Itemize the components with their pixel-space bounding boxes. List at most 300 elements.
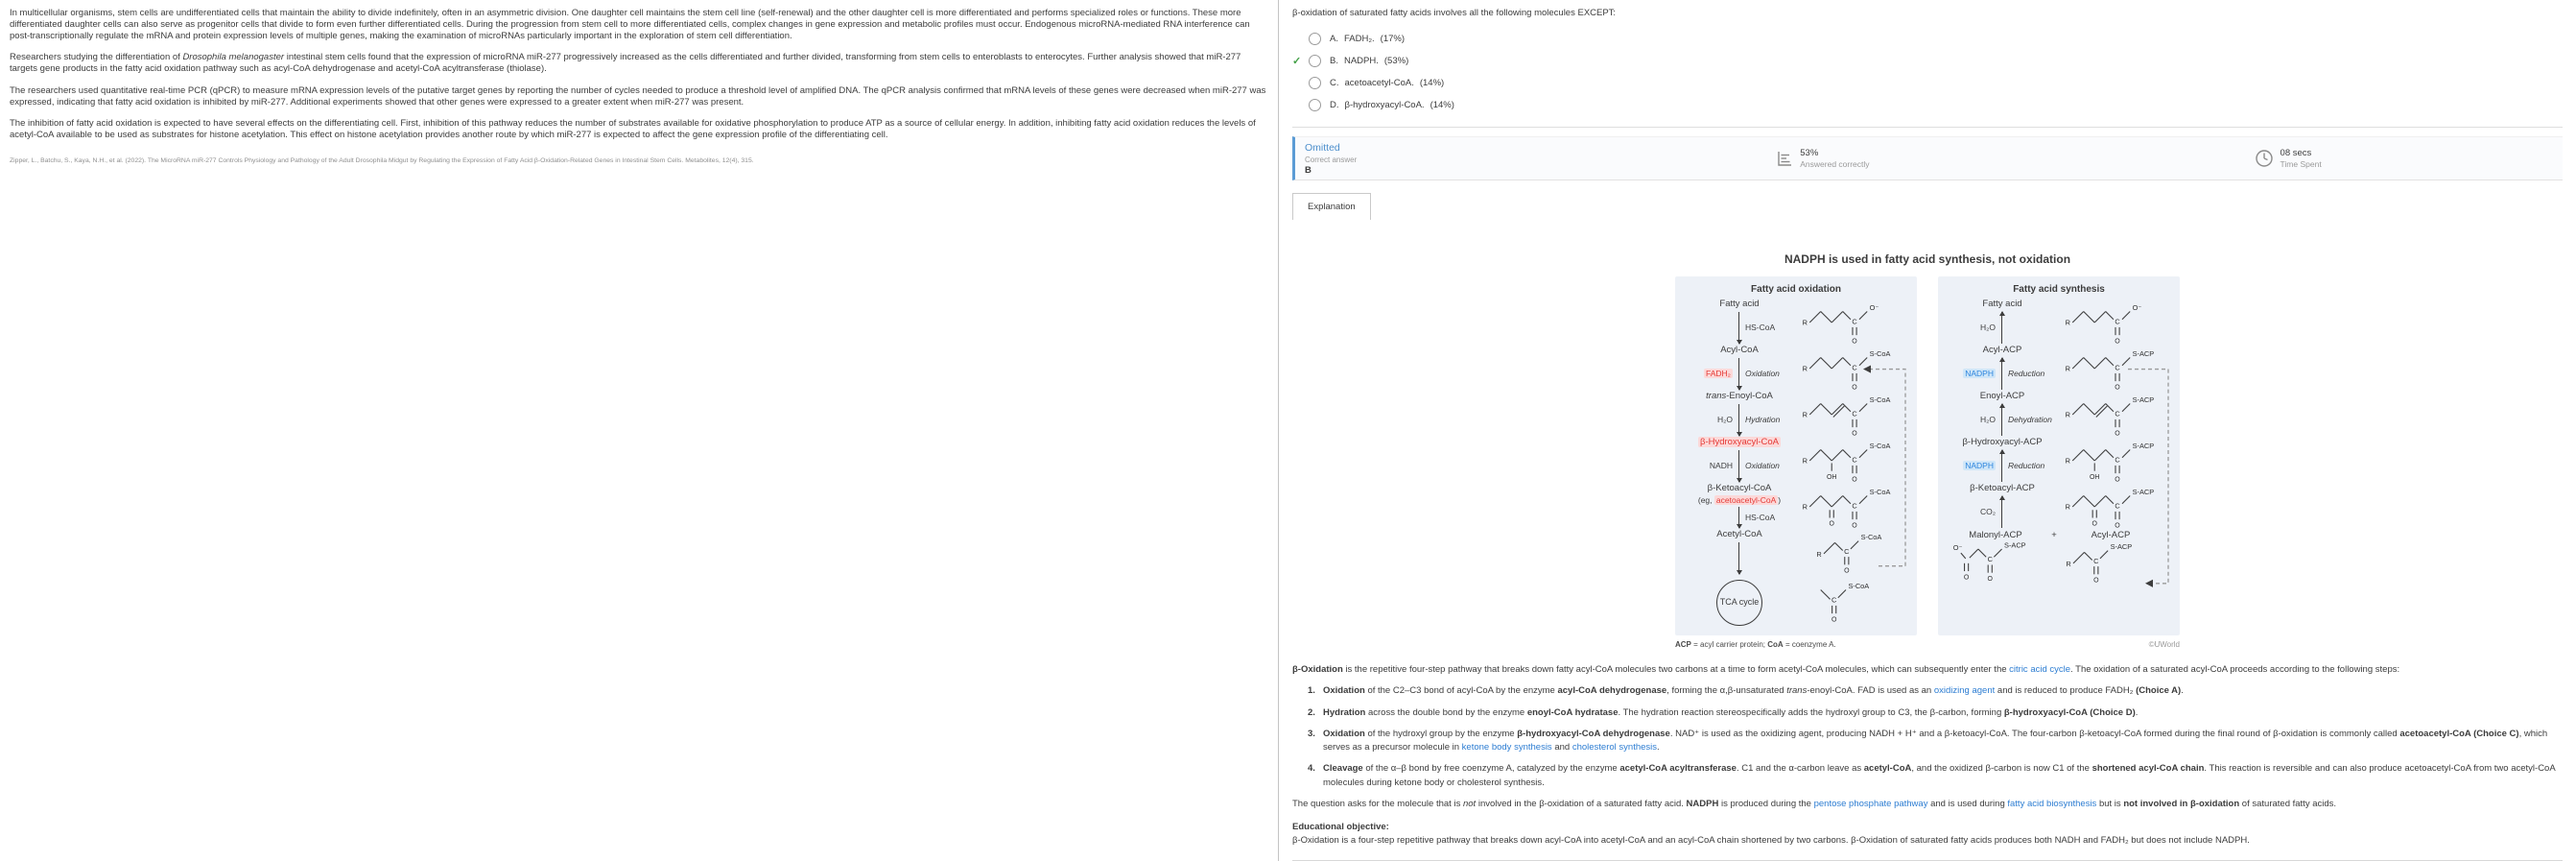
text-segment: NADH bbox=[1709, 461, 1733, 471]
explanation-step-number: 3. bbox=[1308, 728, 1315, 739]
reaction-arrow bbox=[1683, 448, 1796, 484]
arrow-line bbox=[2001, 450, 2002, 482]
text-segment: Acetyl-CoA bbox=[1716, 529, 1762, 540]
text-segment: Malonyl-ACP bbox=[1969, 530, 2022, 540]
reaction-arrow bbox=[1683, 356, 1796, 392]
svg-text:R: R bbox=[1802, 502, 1808, 512]
text-segment: of the α–β bond by free coenzyme A, catalyzed by the enzyme bbox=[1362, 763, 1620, 775]
svg-text:O: O bbox=[1852, 338, 1857, 345]
svg-text:S-ACP: S-ACP bbox=[2004, 540, 2026, 550]
time-spent-value: 08 secs bbox=[2280, 148, 2312, 158]
text-segment: but is bbox=[2096, 798, 2124, 809]
text-segment: . C1 and the α-carbon leave as bbox=[1736, 763, 1864, 775]
svg-text:S-CoA: S-CoA bbox=[1848, 581, 1870, 590]
text-segment: , which serves as a precursor molecule in bbox=[1323, 728, 2548, 753]
reaction-name-label: Reduction bbox=[2008, 369, 2045, 379]
passage-citation: Zipper, L., Batchu, S., Kaya, N.H., et al. (2022). The MicroRNA miR-277 Controls Physiology and Pathology of the Adult Drosophila Midgut by Regulating the Expression of Fatty Acid β-Oxidation-Related Genes in Intestinal Stem Cells. Metabolites, 12(4), 315. bbox=[10, 156, 754, 164]
reaction-name-label: Oxidation bbox=[1745, 461, 1780, 471]
clock-icon bbox=[2254, 148, 2275, 169]
pathway-node-label bbox=[1683, 484, 1796, 494]
arrow-up-head bbox=[1999, 311, 2005, 316]
svg-text:S-ACP: S-ACP bbox=[2132, 441, 2155, 450]
diagram-panel-title: Fatty acid synthesis bbox=[2013, 284, 2105, 295]
text-segment: of the C2–C3 bond of acyl-CoA by the enzyme bbox=[1364, 685, 1558, 697]
explanation-step-number: 2. bbox=[1308, 706, 1315, 718]
text-segment: TCA cycle bbox=[1719, 597, 1760, 608]
diagram-panel-title: Fatty acid oxidation bbox=[1751, 284, 1841, 295]
choice-text: NADPH. bbox=[1343, 55, 1379, 66]
radio-button[interactable] bbox=[1309, 99, 1321, 111]
reaction-name-label: Dehydration bbox=[2008, 415, 2052, 425]
text-segment: of the hydroxyl group by the enzyme bbox=[1364, 728, 1518, 739]
pathway-node-label bbox=[1683, 438, 1796, 448]
text-segment: Enoyl-ACP bbox=[1979, 391, 2025, 401]
pathway-step bbox=[1683, 438, 1909, 484]
svg-text:O⁻: O⁻ bbox=[1952, 542, 1963, 552]
text-segment: Acyl-ACP bbox=[1982, 345, 2022, 355]
text-segment: = acyl carrier protein; bbox=[1690, 640, 1768, 650]
inline-link[interactable]: pentose phosphate pathway bbox=[1813, 798, 1928, 809]
pathway-node-label bbox=[1946, 346, 2059, 356]
answer-choices bbox=[1292, 32, 2563, 111]
pathway-step bbox=[1683, 576, 1909, 626]
arrow-down-head bbox=[1737, 478, 1742, 483]
time-spent-stat bbox=[2254, 148, 2322, 169]
svg-text:C: C bbox=[1852, 363, 1857, 372]
result-block bbox=[1305, 142, 1357, 176]
pathway-step bbox=[1946, 346, 2172, 392]
choice-letter: C. bbox=[1330, 77, 1339, 88]
text-segment: and bbox=[1551, 742, 1572, 753]
molecule-structure-thio bbox=[2059, 347, 2159, 391]
svg-text:R: R bbox=[1802, 318, 1808, 327]
pathway-node-label bbox=[1946, 484, 2059, 494]
arrow-line bbox=[2001, 358, 2002, 390]
question-divider bbox=[1292, 127, 2563, 128]
bottom-divider bbox=[1292, 860, 2563, 861]
molecule-structure-malonyl bbox=[1946, 540, 2045, 585]
plus-sign: + bbox=[2051, 530, 2057, 540]
reaction-arrow bbox=[1946, 494, 2059, 530]
text-segment: not bbox=[1462, 798, 1477, 809]
svg-text:R: R bbox=[1802, 364, 1808, 373]
text-segment: and is used during bbox=[1927, 798, 2008, 809]
reaction-arrow bbox=[1946, 310, 2059, 346]
svg-text:O⁻: O⁻ bbox=[1869, 302, 1879, 312]
arrow-side-label bbox=[1683, 461, 1733, 470]
svg-text:O: O bbox=[1844, 567, 1850, 575]
explanation-step-number: 4. bbox=[1308, 763, 1315, 775]
arrow-down-head bbox=[1737, 340, 1742, 345]
text-segment: (Choice A) bbox=[2136, 685, 2182, 697]
svg-text:O: O bbox=[2115, 522, 2120, 529]
svg-text:C: C bbox=[2115, 409, 2120, 419]
svg-text:R: R bbox=[2065, 410, 2070, 419]
passage bbox=[10, 8, 1267, 141]
bar-chart-icon bbox=[1775, 149, 1794, 168]
arrow-up-head bbox=[1999, 495, 2005, 500]
text-segment: Hydration bbox=[1323, 706, 1366, 718]
text-segment: , and the oxidized β-carbon is now C1 of the bbox=[1911, 763, 2092, 775]
pathway-node-label bbox=[1946, 299, 2059, 310]
svg-text:C: C bbox=[1852, 317, 1857, 326]
svg-text:O: O bbox=[1987, 575, 1993, 583]
educational-objective-heading: Educational objective: bbox=[1292, 822, 1389, 833]
svg-text:O: O bbox=[1852, 476, 1857, 483]
molecule-structure-acetylR bbox=[2045, 540, 2145, 585]
inline-link[interactable]: fatty acid biosynthesis bbox=[2007, 798, 2097, 809]
choice-text: acetoacetyl-CoA. bbox=[1344, 77, 1414, 88]
text-segment: trans bbox=[1706, 391, 1727, 401]
svg-text:C: C bbox=[2115, 501, 2120, 511]
arrow-side-label bbox=[1946, 507, 1996, 516]
arrow-up-head bbox=[1999, 449, 2005, 454]
svg-text:O: O bbox=[1852, 430, 1857, 437]
reaction-arrow bbox=[1946, 402, 2059, 438]
explanation-step-text bbox=[1323, 706, 2138, 720]
svg-text:O: O bbox=[1829, 520, 1834, 528]
svg-text:O: O bbox=[2115, 430, 2120, 437]
molecule-structure-thio bbox=[1796, 347, 1896, 391]
passage-paragraph bbox=[10, 52, 1267, 75]
pathway-step bbox=[1946, 392, 2172, 438]
text-segment: acyl-CoA dehydrogenase bbox=[1557, 685, 1667, 697]
text-segment: The inhibition of fatty acid oxidation is expected to have several effects on the differentiating cell. First, inhibition of this pathway reduces the number of substrates available for oxidative phosphorylation to produce ATP as a source of cellular energy. In addition, inhibiting fatty acid oxidation reduces the levels of acetyl-CoA available to be used as substrates for histone acetylation. This effect on histone acetylation provides another route by which miR-277 is expected to affect the gene expression profile of the differentiating cell. bbox=[10, 118, 1256, 141]
explanation-step bbox=[1308, 728, 2563, 755]
svg-text:S-CoA: S-CoA bbox=[1869, 487, 1891, 496]
reaction-name-label: Reduction bbox=[2008, 461, 2045, 471]
answer-choice[interactable] bbox=[1292, 54, 2563, 67]
svg-text:R: R bbox=[1802, 410, 1808, 419]
molecule-structure-enoyl bbox=[2059, 393, 2159, 437]
svg-text:O: O bbox=[2093, 577, 2099, 585]
arrow-up-head bbox=[1999, 403, 2005, 408]
svg-text:R: R bbox=[2065, 364, 2070, 373]
text-segment: enoyl-CoA hydratase bbox=[1526, 706, 1619, 718]
text-segment: acetyl-CoA bbox=[1863, 763, 1912, 775]
pathway-pair-structures bbox=[1946, 540, 2172, 585]
pathway-step bbox=[1946, 438, 2172, 484]
diagram-credit: ©UWorld bbox=[2148, 640, 2180, 650]
text-segment: . bbox=[2135, 706, 2139, 718]
text-segment: In multicellular organisms, stem cells are undifferentiated cells that maintain the ability to divide indefinitely, often in an asymmetric division. One daughter cell maintains the stem cell line (self-renewal) and the other daughter cell is more differentiated and performs specialized roles or functions. These more differentiated daughter cells can also serve as progenitor cells that divide to form even further differentiated cells. During the progression from stem cell to more differentiated cells, complex changes in gene expression and metabolic profiles must occur. Endogenous microRNA-mediated RNA interference can post-transcriptionally regulate the mRNA and protein expression levels of multiple genes, making the examination of microRNAs particularly important in the exploration of stem cell differentiation. bbox=[10, 8, 1250, 41]
svg-text:C: C bbox=[1852, 409, 1857, 419]
pathway-step bbox=[1683, 299, 1909, 346]
text-segment: CoA bbox=[1767, 640, 1784, 650]
pathway-node-label bbox=[1683, 299, 1796, 310]
molecule-structure-keto bbox=[1796, 485, 1896, 529]
pathway-node-label bbox=[1946, 530, 2045, 540]
text-segment: β-Oxidation is a four-step repetitive pathway that breaks down acyl-CoA into acetyl-CoA and an acyl-CoA chain shortened by two carbons. β-Oxidation of saturated fatty acids produces both NADH and FADH₂ but does not include NADPH. bbox=[1292, 835, 2250, 847]
reaction-name-label: Oxidation bbox=[1745, 369, 1780, 379]
text-segment: β-hydroxyacyl-CoA dehydrogenase bbox=[1517, 728, 1670, 739]
svg-text:S-ACP: S-ACP bbox=[2132, 395, 2155, 404]
pathway-node-label bbox=[1683, 346, 1796, 356]
result-band bbox=[1292, 136, 2563, 180]
choice-text: FADH₂. bbox=[1343, 33, 1375, 44]
text-segment: . The oxidation of a saturated acyl-CoA proceeds according to the following steps: bbox=[2070, 664, 2400, 676]
svg-text:R: R bbox=[2065, 456, 2070, 466]
explanation-step-text bbox=[1323, 728, 2563, 755]
pathway-node-label bbox=[1683, 530, 1796, 540]
arrow-side-label bbox=[1946, 369, 1996, 378]
text-segment: β-hydroxyacyl-CoA (Choice D) bbox=[2003, 706, 2136, 718]
text-segment: FADH₂ bbox=[1706, 369, 1731, 379]
svg-text:C: C bbox=[1844, 546, 1850, 556]
svg-text:S-CoA: S-CoA bbox=[1869, 441, 1891, 450]
svg-text:OH: OH bbox=[1826, 473, 1837, 481]
diagram-title: NADPH is used in fatty acid synthesis, not oxidation bbox=[1784, 252, 2071, 266]
svg-text:S-CoA: S-CoA bbox=[1869, 395, 1891, 404]
text-segment: Drosophila melanogaster bbox=[182, 52, 285, 63]
correct-answer-label: Correct answer bbox=[1305, 155, 1358, 164]
molecule-structure-carbox bbox=[1796, 300, 1896, 345]
arrow-down-head bbox=[1737, 432, 1742, 437]
text-segment: The question asks for the molecule that is bbox=[1292, 798, 1463, 809]
text-segment: H₂O bbox=[1979, 323, 1996, 333]
answer-choice[interactable] bbox=[1292, 98, 2563, 111]
svg-text:O: O bbox=[1831, 616, 1837, 624]
pathway-step bbox=[1683, 530, 1909, 576]
arrow-side-label bbox=[1946, 323, 1996, 332]
arrow-side-label bbox=[1683, 369, 1733, 378]
svg-text:S-ACP: S-ACP bbox=[2132, 487, 2155, 496]
tca-cycle bbox=[1716, 580, 1762, 626]
answered-correctly-value: 53% bbox=[1800, 148, 1819, 158]
inline-link[interactable]: cholesterol synthesis bbox=[1572, 742, 1658, 753]
text-segment: . NAD⁺ is used as the oxidizing agent, producing NADH + H⁺ and a β-ketoacyl-CoA. The four-carbon β-ketoacyl-CoA formed during the final round of β-oxidation is commonly called bbox=[1669, 728, 2400, 739]
arrow-down-head bbox=[1737, 386, 1742, 391]
text-segment: Cleavage bbox=[1323, 763, 1363, 775]
text-segment: . bbox=[2181, 685, 2184, 697]
choice-percentage: (14%) bbox=[1419, 77, 1445, 88]
answered-correctly-caption: Answered correctly bbox=[1800, 159, 1870, 169]
inline-link[interactable]: ketone body synthesis bbox=[1461, 742, 1552, 753]
svg-text:O: O bbox=[1852, 522, 1857, 530]
radio-button[interactable] bbox=[1309, 77, 1321, 89]
explanation-step-text bbox=[1323, 684, 2184, 698]
passage-paragraph bbox=[10, 85, 1267, 108]
text-segment: Researchers studying the differentiation of bbox=[10, 52, 183, 63]
arrow-side-label bbox=[1946, 415, 1996, 424]
svg-text:R: R bbox=[2065, 502, 2070, 512]
text-segment: ACP bbox=[1675, 640, 1691, 650]
svg-text:S-CoA: S-CoA bbox=[1860, 533, 1882, 542]
svg-text:S-ACP: S-ACP bbox=[2110, 542, 2133, 552]
reaction-arrow bbox=[1946, 356, 2059, 392]
choice-percentage: (14%) bbox=[1430, 99, 1454, 110]
svg-text:O: O bbox=[2115, 338, 2120, 345]
pathway-pair-labels bbox=[1946, 530, 2172, 540]
passage-paragraph bbox=[10, 8, 1267, 41]
explanation-step-text bbox=[1323, 762, 2563, 790]
svg-text:R: R bbox=[1802, 456, 1808, 466]
arrow-side-label: HS-CoA bbox=[1745, 513, 1776, 523]
reaction-name-label: Hydration bbox=[1745, 415, 1781, 425]
pathway-node-label bbox=[1946, 438, 2059, 448]
text-segment: of saturated fatty acids. bbox=[2239, 798, 2337, 809]
correct-check-icon: ✓ bbox=[1292, 55, 1302, 67]
svg-text:OH: OH bbox=[2089, 473, 2100, 481]
choice-percentage: (17%) bbox=[1380, 33, 1405, 44]
svg-text:R: R bbox=[1816, 550, 1822, 560]
text-segment: NADPH bbox=[1965, 461, 1994, 471]
text-segment: and is reduced to produce FADH₂ bbox=[1995, 685, 2137, 697]
svg-text:C: C bbox=[2115, 455, 2120, 465]
svg-text:O: O bbox=[2115, 476, 2120, 483]
molecule-structure-hydroxy bbox=[2059, 439, 2159, 483]
tab-explanation[interactable]: Explanation bbox=[1292, 193, 1371, 220]
inline-link[interactable]: oxidizing agent bbox=[1933, 685, 1996, 697]
molecule-structure-keto bbox=[2059, 485, 2159, 529]
correct-answer-value: B bbox=[1305, 164, 1312, 176]
reaction-arrow bbox=[1946, 448, 2059, 484]
text-segment: Oxidation bbox=[1323, 685, 1365, 697]
choice-percentage: (53%) bbox=[1383, 55, 1409, 66]
text-segment: NADPH bbox=[1965, 369, 1994, 379]
pathway-diagram bbox=[1675, 252, 2180, 649]
text-segment: is the repetitive four-step pathway that breaks down fatty acyl-CoA molecules two carbons at a time to form acetyl-CoA molecules, which can subsequently enter the bbox=[1342, 664, 2010, 676]
arrow-side-label bbox=[1946, 461, 1996, 470]
pathway-node-label bbox=[2063, 530, 2159, 540]
result-status: Omitted bbox=[1305, 141, 1340, 154]
text-segment: . The hydration reaction stereospecifically adds the hydroxyl group to C3, the β-carbon, forming bbox=[1618, 706, 2004, 718]
arrow-side-label: HS-CoA bbox=[1745, 323, 1776, 333]
answered-correctly-stat bbox=[1775, 148, 1869, 169]
inline-link[interactable]: citric acid cycle bbox=[2009, 664, 2071, 676]
explanation-step bbox=[1308, 762, 2563, 790]
text-segment: acetyl-CoA acyltransferase bbox=[1619, 763, 1737, 775]
text-segment: The researchers used quantitative real-time PCR (qPCR) to measure mRNA expression levels of the putative target genes by reporting the number of cycles needed to produce a threshold level of amplified DNA. The qPCR analysis confirmed that mRNA levels of these genes were decreased when miR-277 was expressed, indicating that fatty acid oxidation is inhibited by miR-277. Additional experiments showed that other genes were expressed to a greater extent when miR-277 was present. bbox=[10, 84, 1266, 108]
molecule-structure-carbox bbox=[2059, 300, 2159, 345]
choice-letter: A. bbox=[1330, 33, 1338, 44]
text-segment: not involved in β-oxidation bbox=[2123, 798, 2240, 809]
radio-button[interactable] bbox=[1309, 55, 1321, 67]
pathway-step bbox=[1946, 484, 2172, 530]
svg-text:C: C bbox=[1852, 501, 1857, 511]
diagram-panels bbox=[1675, 276, 2180, 635]
text-segment: = coenzyme A. bbox=[1783, 640, 1836, 650]
choice-text: β-hydroxyacyl-CoA. bbox=[1344, 99, 1425, 110]
svg-text:S-CoA: S-CoA bbox=[1869, 348, 1891, 358]
text-segment: acetoacetyl-CoA bbox=[1715, 494, 1777, 505]
choice-letter: B. bbox=[1330, 55, 1338, 66]
text-segment: trans bbox=[1786, 685, 1808, 697]
reaction-arrow bbox=[1683, 402, 1796, 438]
pathway-step bbox=[1683, 346, 1909, 392]
text-segment: Fatty acid bbox=[1719, 299, 1760, 309]
text-segment: β-Hydroxyacyl-CoA bbox=[1699, 437, 1779, 447]
text-segment: intestinal stem cells found that the expression of microRNA miR-277 progressively increased as the cells differentiated and further divided, transforming from stem cells to enteroblasts to enterocytes. Further analysis showed that miR-277 targets gene products in the fatty acid oxidation pathway such as acyl-CoA dehydrogenase and acetyl-CoA acyltransferase (thiolase). bbox=[10, 52, 1241, 75]
answer-choice[interactable] bbox=[1292, 32, 2563, 45]
text-segment: . bbox=[1657, 742, 1660, 753]
pathway-node-label bbox=[1683, 392, 1796, 402]
text-segment: involved in the β-oxidation of a saturated fatty acid. bbox=[1476, 798, 1687, 809]
text-segment: Oxidation bbox=[1323, 728, 1365, 739]
svg-text:R: R bbox=[2065, 318, 2070, 327]
pathway-step bbox=[1946, 299, 2172, 346]
arrow-down-head bbox=[1737, 524, 1742, 529]
arrow-line bbox=[2001, 496, 2002, 528]
explanation-note bbox=[1292, 798, 2563, 811]
text-segment: H₂O bbox=[1716, 415, 1733, 425]
text-segment: β-Oxidation bbox=[1292, 664, 1343, 676]
molecule-structure-hydroxy bbox=[1796, 439, 1896, 483]
svg-text:C: C bbox=[2093, 556, 2099, 565]
text-segment: ) bbox=[1778, 494, 1782, 505]
svg-text:C: C bbox=[1832, 595, 1837, 605]
diagram-footnote bbox=[1675, 640, 1836, 649]
reaction-arrow bbox=[1683, 540, 1796, 576]
text-segment: acetoacetyl-CoA (Choice C) bbox=[2399, 728, 2519, 739]
text-segment: . This reaction is reversible and can also produce acetoacetyl-CoA from two acetyl-CoA molecules during ketone body or cholesterol synthesis. bbox=[1323, 763, 2556, 788]
svg-text:O: O bbox=[2115, 384, 2120, 391]
text-segment: -enoyl-CoA. FAD is used as an bbox=[1807, 685, 1934, 697]
explanation-step bbox=[1308, 706, 2563, 720]
text-segment: across the double bond by the enzyme bbox=[1365, 706, 1527, 718]
question-pane bbox=[1279, 0, 2576, 861]
svg-text:C: C bbox=[1852, 455, 1857, 465]
explanation-step-number: 1. bbox=[1308, 685, 1315, 697]
text-segment: NADPH bbox=[1686, 798, 1719, 809]
text-segment: β-Ketoacyl-CoA bbox=[1707, 483, 1772, 493]
pathway-step bbox=[1683, 484, 1909, 530]
educational-objective-text bbox=[1292, 834, 2563, 848]
diagram-panel bbox=[1675, 276, 1917, 635]
text-segment: Fatty acid bbox=[1982, 299, 2022, 309]
text-segment: -Enoyl-CoA bbox=[1726, 391, 1773, 401]
text-segment: shortened acyl-CoA chain bbox=[2092, 763, 2205, 775]
radio-button[interactable] bbox=[1309, 33, 1321, 45]
pathway-step bbox=[1683, 392, 1909, 438]
question-stem: β-oxidation of saturated fatty acids involves all the following molecules EXCEPT: bbox=[1292, 8, 1617, 18]
svg-text:C: C bbox=[2115, 363, 2120, 372]
time-spent-caption: Time Spent bbox=[2280, 159, 2322, 169]
passage-paragraph bbox=[10, 118, 1267, 141]
text-segment: β-Hydroxyacyl-ACP bbox=[1962, 437, 2043, 447]
arrow-line bbox=[2001, 404, 2002, 436]
text-segment: (eg, bbox=[1697, 494, 1714, 505]
svg-text:O⁻: O⁻ bbox=[2132, 302, 2142, 312]
text-segment: CO₂ bbox=[1979, 507, 1996, 517]
diagram-footer bbox=[1675, 640, 2180, 649]
molecule-structure-acetylS bbox=[1796, 579, 1896, 623]
reaction-arrow bbox=[1683, 310, 1796, 346]
svg-text:O: O bbox=[1963, 574, 1970, 582]
text-segment: , forming the α,β-unsaturated bbox=[1666, 685, 1787, 697]
pathway-node-label bbox=[1946, 392, 2059, 402]
svg-text:O: O bbox=[1852, 384, 1857, 391]
diagram-panel bbox=[1938, 276, 2180, 635]
molecule-structure-enoyl bbox=[1796, 393, 1896, 437]
explanation-text bbox=[1292, 663, 2563, 849]
svg-text:O: O bbox=[2092, 520, 2097, 528]
text-segment: Acyl-CoA bbox=[1720, 345, 1759, 355]
pathway-node-sublabel bbox=[1683, 495, 1796, 505]
svg-text:C: C bbox=[2115, 317, 2120, 326]
explanation-intro bbox=[1292, 663, 2563, 677]
choice-letter: D. bbox=[1330, 99, 1339, 110]
arrow-side-label bbox=[1683, 415, 1733, 424]
arrow-up-head bbox=[1999, 357, 2005, 362]
arrow-down-head bbox=[1737, 570, 1742, 575]
molecule-structure-acetylR bbox=[1796, 531, 1896, 575]
text-segment: is produced during the bbox=[1718, 798, 1814, 809]
pathway-pair-row bbox=[1946, 530, 2172, 585]
text-segment: Acyl-ACP bbox=[2091, 530, 2131, 540]
explanation-step bbox=[1308, 684, 2563, 698]
answer-choice[interactable] bbox=[1292, 76, 2563, 89]
